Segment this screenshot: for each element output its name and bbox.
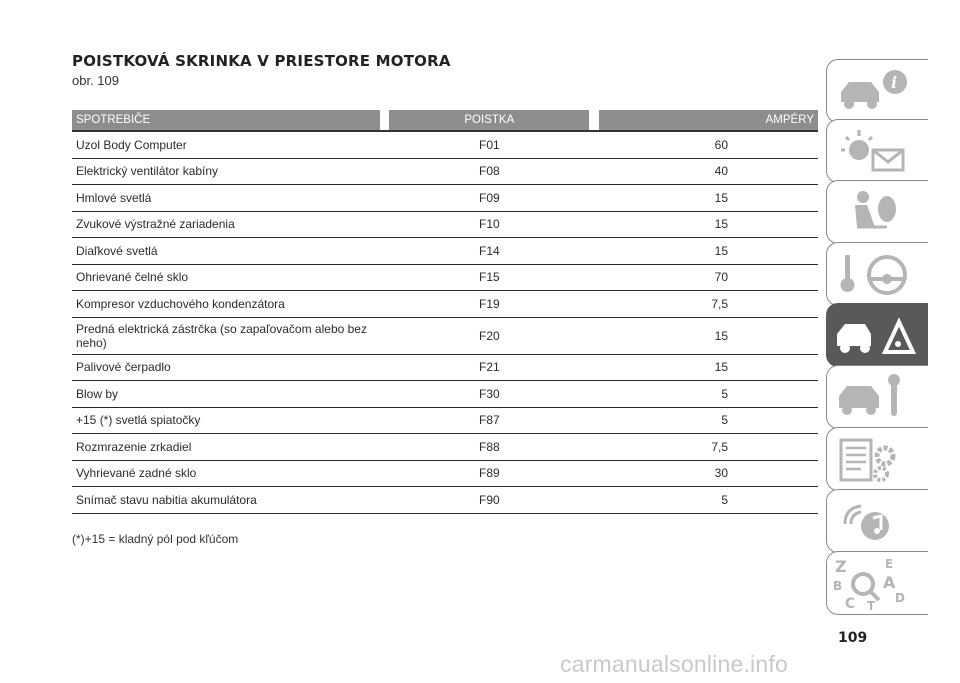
page-number: 109 bbox=[838, 630, 868, 646]
table-row bbox=[72, 211, 818, 238]
amperes-cell: 15 bbox=[599, 354, 818, 381]
fuse-cell: F89 bbox=[389, 460, 589, 487]
consumer-cell: Vyhrievané zadné sklo bbox=[72, 460, 380, 487]
fuse-cell: F87 bbox=[389, 407, 589, 434]
amperes-cell: 15 bbox=[599, 185, 818, 212]
car-warning-triangle-icon bbox=[827, 304, 928, 367]
page-title: POISTKOVÁ SKRINKA V PRIESTORE MOTORA bbox=[72, 52, 451, 70]
footnote: (*)+15 = kladný pól pod kľúčom bbox=[72, 532, 239, 546]
table-row bbox=[72, 354, 818, 381]
amperes-cell: 5 bbox=[599, 407, 818, 434]
column-header-amperes: AMPÉRY bbox=[599, 110, 818, 131]
fuse-cell: F14 bbox=[389, 238, 589, 265]
amperes-cell: 15 bbox=[599, 238, 818, 265]
fuse-cell: F10 bbox=[389, 211, 589, 238]
amperes-cell: 60 bbox=[599, 131, 818, 158]
chapter-tab-emergency[interactable] bbox=[826, 303, 928, 367]
consumer-cell: Palivové čerpadlo bbox=[72, 354, 380, 381]
consumer-cell: Rozmrazenie zrkadiel bbox=[72, 434, 380, 461]
svg-text:D: D bbox=[895, 591, 905, 605]
lights-message-icon bbox=[827, 120, 928, 183]
figure-reference: obr. 109 bbox=[72, 73, 119, 88]
amperes-cell: 30 bbox=[599, 460, 818, 487]
amperes-cell: 15 bbox=[599, 211, 818, 238]
svg-text:A: A bbox=[883, 573, 896, 592]
svg-text:T: T bbox=[867, 599, 876, 613]
chapter-tab-safety[interactable] bbox=[826, 180, 928, 244]
consumer-cell: Elektrický ventilátor kabíny bbox=[72, 158, 380, 185]
consumer-cell: Zvukové výstražné zariadenia bbox=[72, 211, 380, 238]
amperes-cell: 7,5 bbox=[599, 434, 818, 461]
car-wrench-icon bbox=[827, 366, 928, 429]
table-row bbox=[72, 317, 818, 354]
index-letters-icon bbox=[827, 552, 928, 615]
table-header-row bbox=[72, 110, 818, 131]
fuse-cell: F08 bbox=[389, 158, 589, 185]
svg-text:E: E bbox=[885, 557, 894, 571]
fuse-cell: F30 bbox=[389, 381, 589, 408]
consumer-cell: Uzol Body Computer bbox=[72, 131, 380, 158]
consumer-cell: Kompresor vzduchového kondenzátora bbox=[72, 291, 380, 318]
specs-gears-icon bbox=[827, 428, 928, 491]
key-steering-wheel-icon bbox=[827, 243, 928, 306]
fuse-cell: F21 bbox=[389, 354, 589, 381]
table-row bbox=[72, 460, 818, 487]
amperes-cell: 15 bbox=[599, 317, 818, 354]
fuse-cell: F15 bbox=[389, 264, 589, 291]
svg-text:C: C bbox=[845, 596, 856, 612]
chapter-tab-starting[interactable] bbox=[826, 242, 928, 306]
chapter-tab-lights[interactable] bbox=[826, 119, 928, 183]
table-row bbox=[72, 407, 818, 434]
svg-text:B: B bbox=[833, 579, 843, 593]
fuse-cell: F09 bbox=[389, 185, 589, 212]
table-row bbox=[72, 264, 818, 291]
amperes-cell: 40 bbox=[599, 158, 818, 185]
svg-text:i: i bbox=[891, 73, 898, 92]
fuse-cell: F19 bbox=[389, 291, 589, 318]
amperes-cell: 70 bbox=[599, 264, 818, 291]
table-row bbox=[72, 238, 818, 265]
amperes-cell: 5 bbox=[599, 487, 818, 514]
amperes-cell: 5 bbox=[599, 381, 818, 408]
fuse-cell: F90 bbox=[389, 487, 589, 514]
car-info-icon bbox=[827, 60, 928, 123]
table-row bbox=[72, 434, 818, 461]
amperes-cell: 7,5 bbox=[599, 291, 818, 318]
column-header-consumers: SPOTREBIČE bbox=[72, 110, 380, 131]
fuse-table bbox=[72, 110, 818, 514]
column-header-fuse: POISTKA bbox=[389, 110, 589, 131]
consumer-cell: Ohrievané čelné sklo bbox=[72, 264, 380, 291]
chapter-tab-dashboard[interactable] bbox=[826, 59, 928, 123]
chapter-tab-technical-data[interactable] bbox=[826, 427, 928, 491]
table-row bbox=[72, 487, 818, 514]
chapter-tab-maintenance[interactable] bbox=[826, 365, 928, 429]
table-row bbox=[72, 291, 818, 318]
consumer-cell: Snímač stavu nabitia akumulátora bbox=[72, 487, 380, 514]
fuse-cell: F20 bbox=[389, 317, 589, 354]
fuse-cell: F88 bbox=[389, 434, 589, 461]
multimedia-icon bbox=[827, 490, 928, 553]
consumer-cell: Predná elektrická zástrčka (so zapaľovačom alebo bez neho) bbox=[72, 317, 380, 354]
consumer-cell: Diaľkové svetlá bbox=[72, 238, 380, 265]
table-row bbox=[72, 131, 818, 158]
table-row bbox=[72, 158, 818, 185]
airbag-seat-icon bbox=[827, 181, 928, 244]
table-row bbox=[72, 185, 818, 212]
consumer-cell: Blow by bbox=[72, 381, 380, 408]
watermark: carmanualsonline.info bbox=[560, 651, 788, 677]
chapter-tab-multimedia[interactable] bbox=[826, 489, 928, 553]
consumer-cell: Hmlové svetlá bbox=[72, 185, 380, 212]
table-row bbox=[72, 381, 818, 408]
svg-text:Z: Z bbox=[835, 557, 847, 576]
chapter-tab-index[interactable] bbox=[826, 551, 928, 615]
fuse-cell: F01 bbox=[389, 131, 589, 158]
consumer-cell: +15 (*) svetlá spiatočky bbox=[72, 407, 380, 434]
